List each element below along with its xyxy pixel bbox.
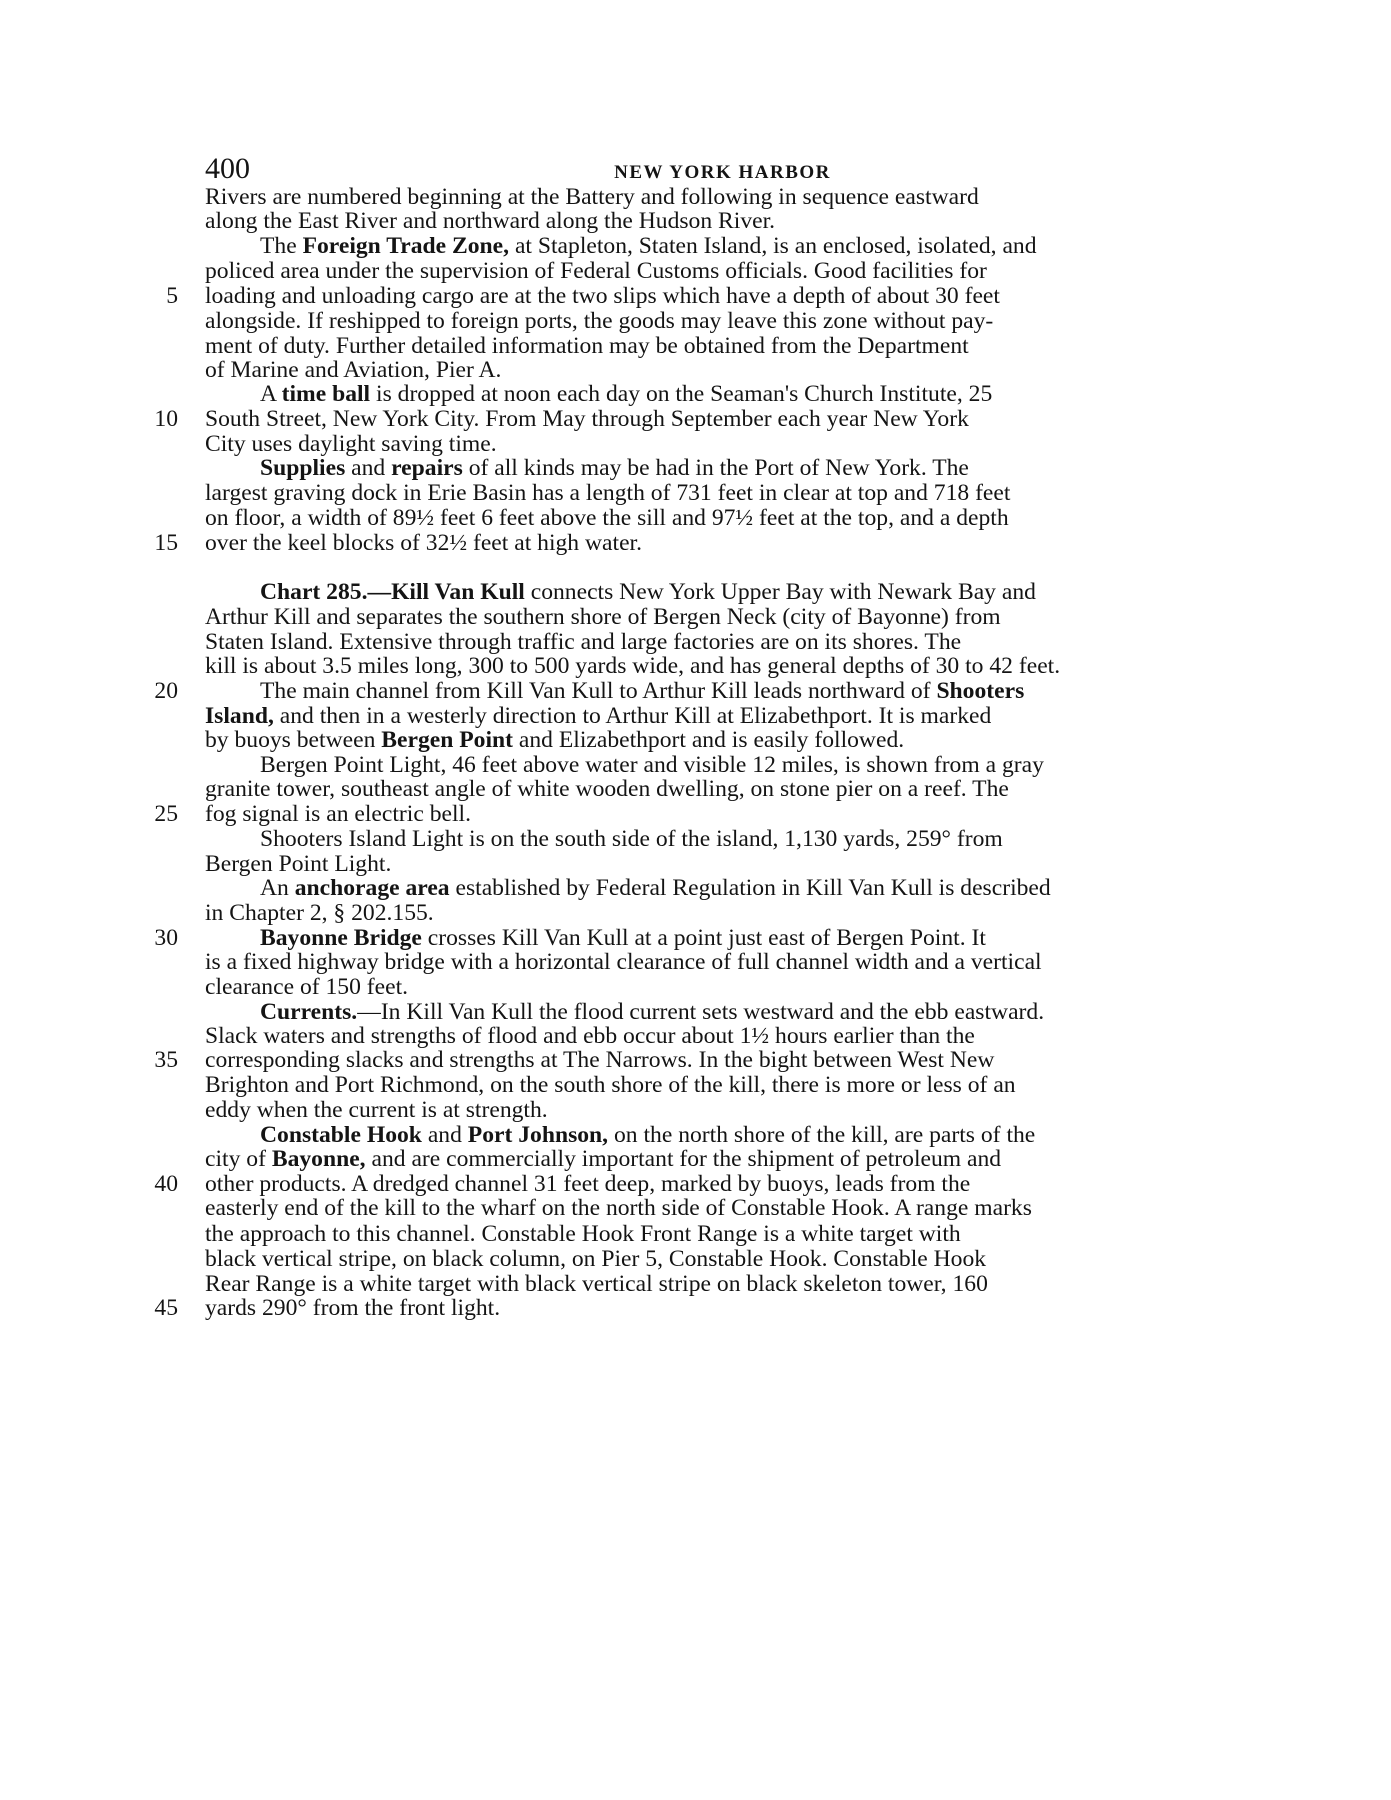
text-run: the approach to this channel. Constable Hook Front Range is a white target with bbox=[205, 1221, 961, 1247]
text-run: and bbox=[345, 455, 392, 481]
text-line bbox=[205, 479, 1239, 507]
bold-run: Port Johnson, bbox=[467, 1122, 609, 1148]
bold-run: anchorage area bbox=[294, 875, 450, 901]
text-line bbox=[205, 232, 1239, 260]
text-run: clearance of 150 feet. bbox=[205, 974, 409, 1000]
text-run: —In Kill Van Kull the flood current sets westward and the ebb eastward. bbox=[357, 999, 1045, 1025]
text-run: at Stapleton, Staten Island, is an enclosed, isolated, and bbox=[509, 233, 1037, 259]
text-run: is dropped at noon each day on the Seaman's Church Institute, 25 bbox=[370, 381, 993, 407]
text-run: Bergen Point Light, 46 feet above water and visible 12 miles, is shown from a gray bbox=[260, 752, 1044, 778]
bold-run: Shooters bbox=[936, 678, 1025, 704]
text-run: fog signal is an electric bell. bbox=[205, 801, 471, 827]
text-run: eddy when the current is at strength. bbox=[205, 1097, 548, 1123]
text-line bbox=[205, 1046, 1239, 1074]
bold-run: Island, bbox=[205, 703, 274, 729]
bold-run: Bayonne, bbox=[271, 1146, 366, 1172]
bold-run: time ball bbox=[281, 381, 371, 407]
text-line bbox=[205, 1145, 1239, 1173]
text-line bbox=[205, 529, 1239, 557]
text-run: established by Federal Regulation in Kill Van Kull is described bbox=[449, 875, 1051, 901]
text-run: largest graving dock in Erie Basin has a length of 731 feet in clear at top and 718 feet bbox=[205, 480, 1011, 506]
text-run: The bbox=[260, 233, 303, 259]
bold-run: repairs bbox=[391, 455, 463, 481]
line-number: 45 bbox=[154, 1295, 178, 1321]
text-run: of Marine and Aviation, Pier A. bbox=[205, 357, 502, 383]
text-line bbox=[205, 973, 1239, 1001]
text-run: and are commercially important for the shipment of petroleum and bbox=[365, 1146, 1002, 1172]
text-run: kill is about 3.5 miles long, 300 to 500 yards wide, and has general depths of 30 to 42 feet. bbox=[205, 653, 1061, 679]
text-run: ment of duty. Further detailed information may be obtained from the Department bbox=[205, 333, 969, 359]
text-run: along the East River and northward along the Hudson River. bbox=[205, 208, 776, 234]
text-line bbox=[205, 282, 1239, 310]
text-run: black vertical stripe, on black column, on Pier 5, Constable Hook. Constable Hook bbox=[205, 1246, 987, 1272]
text-run: yards 290° from the front light. bbox=[205, 1295, 501, 1321]
text-line bbox=[205, 405, 1239, 433]
line-number: 30 bbox=[154, 925, 178, 951]
text-line bbox=[205, 899, 1239, 927]
text-run: Staten Island. Extensive through traffic and large factories are on its shores. The bbox=[205, 629, 962, 655]
bold-run: Chart 285.—Kill Van Kull bbox=[260, 579, 525, 605]
text-line bbox=[205, 800, 1239, 828]
text-run: and bbox=[421, 1122, 468, 1148]
text-run: corresponding slacks and strengths at The Narrows. In the bight between West New bbox=[205, 1047, 995, 1073]
text-run: loading and unloading cargo are at the two slips which have a depth of about 30 feet bbox=[205, 283, 1000, 309]
text-run: on the north shore of the kill, are parts of the bbox=[608, 1122, 1036, 1148]
text-line bbox=[205, 1220, 1239, 1248]
text-run: easterly end of the kill to the wharf on the north side of Constable Hook. A range marks bbox=[205, 1195, 1032, 1221]
text-line bbox=[205, 454, 1239, 482]
running-title: NEW YORK HARBOR bbox=[614, 162, 831, 183]
text-run: city of bbox=[205, 1146, 272, 1172]
text-run: connects New York Upper Bay with Newark Bay and bbox=[524, 579, 1036, 605]
text-run: Arthur Kill and separates the southern shore of Bergen Neck (city of Bayonne) from bbox=[205, 604, 1001, 630]
text-line bbox=[205, 726, 1239, 754]
bold-run: Foreign Trade Zone, bbox=[302, 233, 510, 259]
bold-run: Currents. bbox=[260, 999, 358, 1025]
text-line bbox=[205, 603, 1239, 631]
text-line bbox=[205, 874, 1239, 902]
line-number: 10 bbox=[154, 406, 178, 432]
text-line bbox=[205, 307, 1239, 335]
text-run: and Elizabethport and is easily followed. bbox=[512, 727, 905, 753]
line-number: 40 bbox=[154, 1171, 178, 1197]
text-line bbox=[205, 1294, 1239, 1322]
text-run: Brighton and Port Richmond, on the south shore of the kill, there is more or less of an bbox=[205, 1072, 1016, 1098]
line-number: 35 bbox=[154, 1047, 178, 1073]
text-run: on floor, a width of 89½ feet 6 feet above the sill and 97½ feet at the top, and a depth bbox=[205, 505, 1009, 531]
text-line bbox=[205, 948, 1239, 976]
text-line bbox=[205, 380, 1239, 408]
bold-run: Bergen Point bbox=[381, 727, 513, 753]
text-run: other products. A dredged channel 31 feet deep, marked by buoys, leads from the bbox=[205, 1171, 971, 1197]
text-line bbox=[205, 257, 1239, 285]
bold-run: Bayonne Bridge bbox=[260, 925, 422, 951]
text-line bbox=[205, 1194, 1239, 1222]
text-run: An bbox=[260, 875, 295, 901]
bold-run: Constable Hook bbox=[260, 1122, 422, 1148]
text-run: in Chapter 2, § 202.155. bbox=[205, 900, 434, 926]
text-run: and then in a westerly direction to Arthur Kill at Elizabethport. It is marked bbox=[273, 703, 992, 729]
text-run: Bergen Point Light. bbox=[205, 851, 392, 877]
text-line bbox=[205, 775, 1239, 803]
line-number: 5 bbox=[166, 283, 178, 309]
text-run: is a fixed highway bridge with a horizontal clearance of full channel width and a vertical bbox=[205, 949, 1042, 975]
text-run: Shooters Island Light is on the south side of the island, 1,130 yards, 259° from bbox=[260, 826, 1003, 852]
text-run: City uses daylight saving time. bbox=[205, 431, 497, 457]
text-run: alongside. If reshipped to foreign ports, the goods may leave this zone without pay- bbox=[205, 308, 994, 334]
text-line bbox=[205, 207, 1239, 235]
text-line bbox=[205, 1245, 1239, 1273]
text-run: by buoys between bbox=[205, 727, 382, 753]
text-run: granite tower, southeast angle of white wooden dwelling, on stone pier on a reef. The bbox=[205, 776, 1009, 802]
text-run: policed area under the supervision of Federal Customs officials. Good facilities for bbox=[205, 258, 987, 284]
text-run: Rivers are numbered beginning at the Battery and following in sequence eastward bbox=[205, 184, 979, 210]
text-line bbox=[205, 1071, 1239, 1099]
text-line bbox=[205, 677, 1239, 705]
text-line bbox=[205, 825, 1239, 853]
text-line bbox=[205, 578, 1239, 606]
text-line bbox=[205, 504, 1239, 532]
text-run: Rear Range is a white target with black vertical stripe on black skeleton tower, 160 bbox=[205, 1271, 988, 1297]
page-number: 400 bbox=[205, 152, 250, 185]
text-line bbox=[205, 1096, 1239, 1124]
text-run: over the keel blocks of 32½ feet at high water. bbox=[205, 530, 642, 556]
text-run: South Street, New York City. From May through September each year New York bbox=[205, 406, 969, 432]
bold-run: Supplies bbox=[260, 455, 346, 481]
text-run: The main channel from Kill Van Kull to Arthur Kill leads northward of bbox=[260, 678, 937, 704]
text-run: Slack waters and strengths of flood and ebb occur about 1½ hours earlier than the bbox=[205, 1023, 975, 1049]
text-run: A bbox=[260, 381, 282, 407]
text-run: of all kinds may be had in the Port of New York. The bbox=[462, 455, 969, 481]
text-line bbox=[205, 652, 1239, 680]
line-number: 15 bbox=[154, 530, 178, 556]
line-number: 25 bbox=[154, 801, 178, 827]
line-number: 20 bbox=[154, 678, 178, 704]
text-run: crosses Kill Van Kull at a point just east of Bergen Point. It bbox=[421, 925, 986, 951]
